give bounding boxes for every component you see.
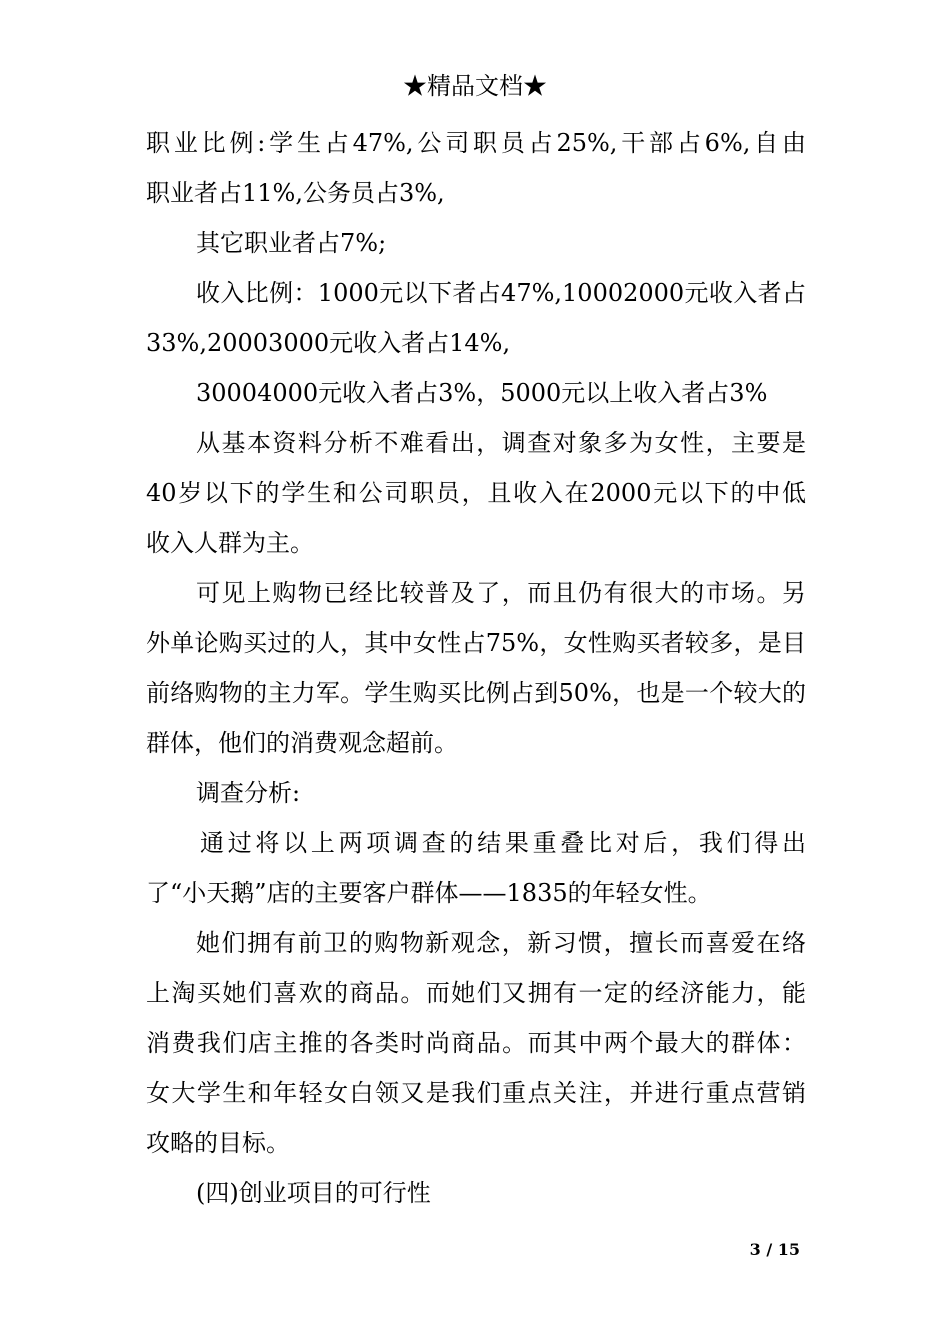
- text-line: 40岁以下的学生和公司职员，且收入在2000元以下的中低: [146, 479, 806, 507]
- page-header-title: ★精品文档★: [403, 72, 547, 100]
- text-line: 攻略的目标。: [146, 1129, 290, 1157]
- text-line: 收入比例：1000元以下者占47%,10002000元收入者占: [196, 279, 806, 307]
- text-line: 上淘买她们喜欢的商品。而她们又拥有一定的经济能力，能: [146, 979, 806, 1007]
- text-line: 可见上购物已经比较普及了，而且仍有很大的市场。另: [196, 579, 806, 607]
- section-heading: (四)创业项目的可行性: [196, 1179, 431, 1207]
- text-line: 前络购物的主力军。学生购买比例占到50%，也是一个较大的: [146, 679, 806, 707]
- page-number: 3 / 15: [749, 1240, 800, 1259]
- text-line: 职业比例:学生占47%,公司职员占25%,干部占6%,自由: [146, 129, 806, 157]
- text-line: 通过将以上两项调查的结果重叠比对后，我们得出: [200, 829, 806, 857]
- text-line: 从基本资料分析不难看出，调查对象多为女性，主要是: [196, 429, 806, 457]
- text-line: 30004000元收入者占3%，5000元以上收入者占3%: [196, 379, 768, 407]
- text-line: 她们拥有前卫的购物新观念，新习惯，擅长而喜爱在络: [196, 929, 806, 957]
- text-line: 了“小天鹅”店的主要客户群体——1835的年轻女性。: [146, 879, 712, 907]
- text-line: 消费我们店主推的各类时尚商品。而其中两个最大的群体：: [146, 1029, 806, 1057]
- text-line: 女大学生和年轻女白领又是我们重点关注，并进行重点营销: [146, 1079, 806, 1107]
- section-heading: 调查分析:: [196, 779, 301, 807]
- text-line: 其它职业者占7%;: [196, 229, 387, 257]
- text-line: 群体，他们的消费观念超前。: [146, 729, 458, 757]
- text-line: 外单论购买过的人，其中女性占75%，女性购买者较多，是目: [146, 629, 806, 657]
- text-line: 收入人群为主。: [146, 529, 314, 557]
- text-line: 职业者占11%,公务员占3%,: [146, 179, 445, 207]
- text-line: 33%,20003000元收入者占14%,: [146, 329, 511, 357]
